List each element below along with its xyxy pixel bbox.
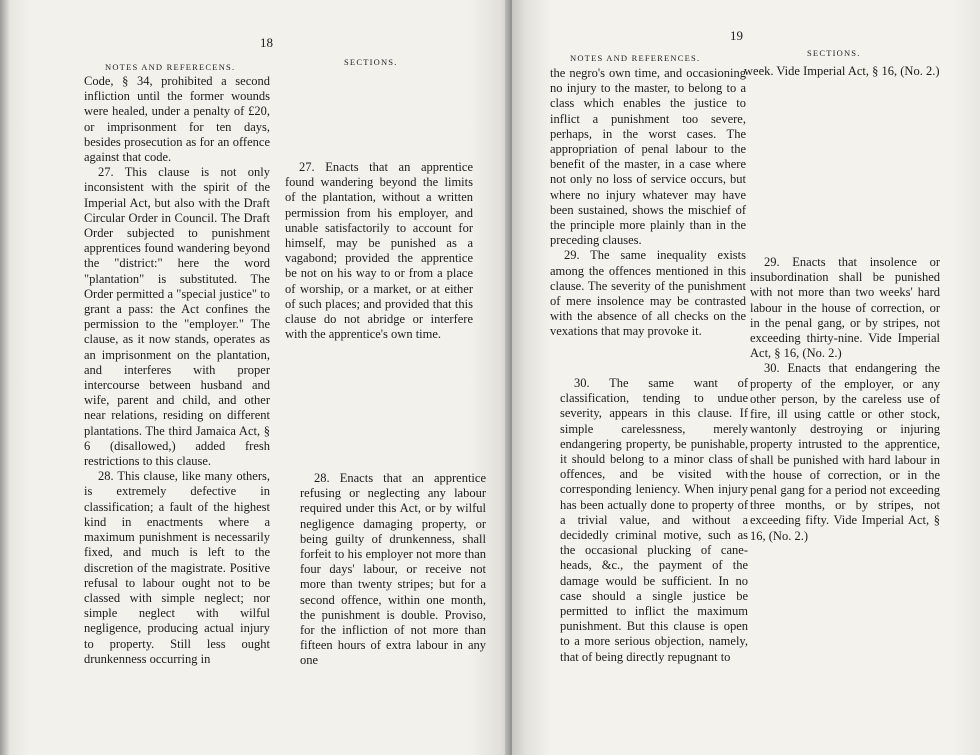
section-paragraph: week. Vide Imperial Act, § 16, (No. 2.) [744, 64, 940, 78]
section-paragraph: 27. Enacts that an apprentice found wandering beyond the limits of the plantation, without a written permission from his employer, and unable satisfactorily to account for himself, may be punished as a vagabond; provided the apprentice be not on his way to or from a place of worship, or a market, or at either of such places; and provided that this clause do not abridge or interfere with the apprentice's own time. [285, 160, 473, 342]
note-paragraph: 27. This clause is not only inconsistent with the spirit of the Imperial Act, but also with the Draft Circular Order in Council. The Draft Order subjected to punishment apprentices found wandering beyond the "district:" here the word "plantation" is substituted. The Order permitted a "special justice" to grant a pass: the Act confines the permission to the "employer." The clause, as it now stands, operates as an imprisonment on the plantation, and interferes with proper intercourse between husband and wife, parent and child, and other near relations, residing on different plantations. The third Jamaica Act, § 6 (disallowed,) added fresh restrictions to this clause. [84, 165, 270, 469]
section-paragraph: 28. Enacts that an apprentice refusing or neglecting any labour required under this Act, or by wilful negligence damaging property, or being guilty of drunkenness, shall forfeit to his employer not more than four days' labour, or receive not more than twenty stripes; but for a second offence, within one month, the punishment is double. Proviso, for the infliction of not more than fifteen hours of extra labour in any one [300, 471, 486, 668]
note-paragraph: 30. The same want of classification, tending to undue severity, appears in this clause. If simple carelessness, merely endangering property, be punishable, it should belong to a minor class of offences, and be visited with corresponding leniency. When injury has been actually done to property of a trivial value, and without a decidedly criminal motive, such as the occasional plucking of cane-heads, &c., the payment of the damage would be sufficient. In no case should a single justice be permitted to inflict the maximum punishment. But this clause is open to a more serious objection, namely, that of being directly repugnant to [560, 376, 748, 664]
sections-heading: SECTIONS. [344, 57, 398, 67]
sections-column [750, 255, 940, 544]
note-paragraph: Code, § 34, prohibited a second infliction until the former wounds were healed, under a penalty of £20, or imprisonment for ten days, besides prosecution as for an offence against that code. [84, 74, 270, 165]
notes-heading: NOTES AND REFERECENS. [105, 62, 236, 72]
notes-column [560, 376, 748, 665]
sections-column [285, 160, 473, 342]
right-page [512, 0, 980, 755]
page-number: 19 [730, 28, 743, 43]
section-paragraph: 29. Enacts that insolence or insubordination shall be punished with not more than two weeks' hard labour in the house of correction, or in the penal gang, or by stripes, not exceeding thirty-nine. Vide Imperial Act, § 16, (No. 2.) [750, 255, 940, 361]
note-paragraph: 29. The same inequality exists among the offences mentioned in this clause. The severity of the punishment of mere insolence may be contrasted with the absence of all checks on the vexations that may provoke it. [550, 248, 746, 339]
section-paragraph: 30. Enacts that endangering the property of the employer, or any other person, by the careless use of fire, ill using cattle or other stock, wantonly destroying or injuring property intrusted to the apprentice, shall be punished with hard labour in the house of correction, or in the penal gang for a period not exceeding three months, or by stripes, not exceeding fifty. Vide Imperial Act, § 16, (No. 2.) [750, 361, 940, 543]
page-number: 18 [260, 35, 273, 50]
sections-column [744, 64, 940, 79]
notes-column [84, 74, 270, 667]
note-paragraph: 28. This clause, like many others, is extremely defective in classification; a fault of the highest kind in enactments where a maximum punishment is necessarily fixed, and much is left to the discretion of the magistrate. Positive refusal to labour ought not to be classed with simple neglect; nor simple neglect with wilful negligence, producing actual injury to property. Still less ought drunkenness occurring in [84, 469, 270, 666]
note-paragraph: the negro's own time, and occasioning no injury to the master, to belong to a class which enables the justice to inflict a punishment too severe, perhaps, in the worst cases. The appropriation of penal labour to the benefit of the master, in a case where not only no loss of service occurs, but where no injury whatever may have been sustained, shows the mischief of the principle more plainly than in the preceding clauses. [550, 66, 746, 248]
sections-heading: SECTIONS. [807, 48, 861, 58]
notes-column [550, 66, 746, 340]
sections-column [300, 471, 486, 669]
notes-heading: NOTES AND REFERENCES. [570, 53, 701, 63]
